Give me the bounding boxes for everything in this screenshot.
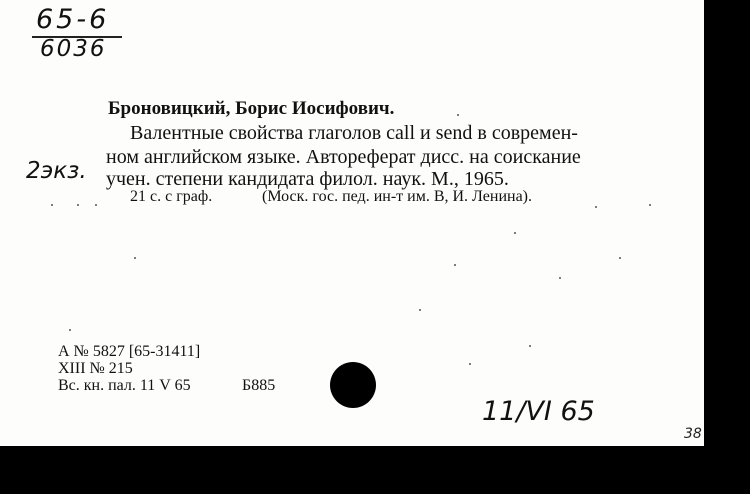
record-code: Б885 <box>242 377 276 394</box>
acquisition-note: 11/VI 65 <box>482 396 595 427</box>
title-line-1: Валентные свойства глаголов call и send в современ- <box>130 122 578 144</box>
title-line-2: ном английском языке. Автореферат дисс. на соискание <box>106 146 581 168</box>
record-line-3: Вс. кн. пал. 11 V 65 <box>58 377 191 394</box>
record-line-1: А № 5827 [65-31411] <box>58 343 201 360</box>
call-number-bottom: 6036 <box>40 36 107 62</box>
pagination: 21 с. с граф. <box>130 188 213 205</box>
page-mark: 38 <box>684 426 702 442</box>
call-number-top: 65-6 <box>36 4 110 35</box>
copies-note: 2экз. <box>26 158 87 184</box>
title-line-3: учен. степени кандидата филол. наук. М., 1965. <box>106 168 509 190</box>
institution-imprint: (Моск. гос. пед. ин-т им. В, И. Ленина). <box>262 188 533 205</box>
record-line-2: XIII № 215 <box>58 360 133 377</box>
author-heading: Броновицкий, Борис Иосифович. <box>108 98 395 119</box>
